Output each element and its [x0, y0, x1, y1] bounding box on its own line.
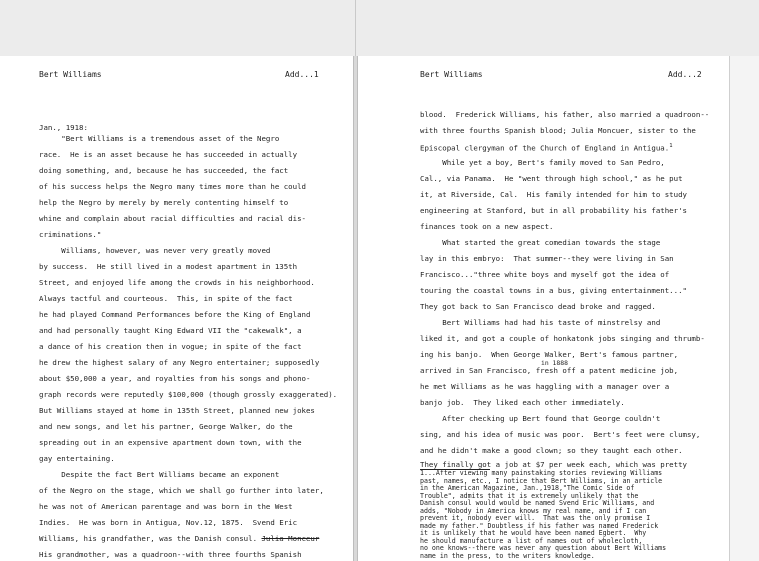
- text-line-segment: Episcopal clergyman of the Church of England in Antigua.: [420, 143, 670, 153]
- text-line: and had personally taught King Edward VII the "cakewalk", a: [39, 326, 302, 335]
- text-line: about $50,000 a year, and royalties from his songs and phono-: [39, 374, 311, 383]
- text-line: They finally got a job at $7 per week each, which was pretty: [420, 460, 687, 469]
- text-line: What started the great comedian towards the stage: [420, 238, 661, 247]
- text-line: Street, and enjoyed life among the crowds in his neighborhood.: [39, 278, 315, 287]
- text-line: he met Williams as he was haggling with a manager over a: [420, 382, 670, 391]
- text-line: a dance of his creation then in vogue; in spite of the fact: [39, 342, 302, 351]
- footnote-line: it is unlikely that he would have been named Egbert. Why: [420, 529, 647, 537]
- text-line: ing his banjo. When George Walker, Bert's famous partner,: [420, 350, 679, 359]
- text-line: gay entertaining.: [39, 454, 115, 463]
- right-page-edge: [729, 56, 759, 561]
- text-line: he was not of American parentage and was born in the West: [39, 502, 293, 511]
- footnote-marker: 1: [669, 143, 673, 149]
- text-line: Bert Williams had had his taste of minstrelsy and: [420, 318, 661, 327]
- footnote-line: Trouble", admits that it is extremely unlikely that the: [420, 491, 639, 500]
- text-line: While yet a boy, Bert's family moved to San Pedro,: [420, 158, 665, 167]
- footnote-line: in the American Magazine, Jan.,1918,"The Comic Side of: [420, 484, 635, 492]
- text-line: help the Negro by merely by merely contenting himself to: [39, 198, 289, 207]
- text-line: blood. Frederick Williams, his father, also married a quadroon--: [420, 110, 710, 119]
- footnote-line: made my father." Doubtless if his father was named Frederick: [420, 521, 659, 530]
- text-line: he had played Command Performances before the King of England: [39, 310, 311, 319]
- right-page-header-title: Bert Williams: [420, 70, 483, 79]
- struck-out-text: Julia Monceur: [261, 534, 320, 543]
- text-line: Cal., via Panama. He "went through high school," as he put: [420, 174, 683, 183]
- footnote-line: he should manufacture a list of names out of wholecloth,: [420, 536, 643, 545]
- text-line: Indies. He was born in Antigua, Nov.12, 1875. Svend Eric: [39, 518, 298, 527]
- text-line: touring the coastal towns in a bus, giving entertainment...": [420, 286, 687, 295]
- text-line: he drew the highest salary of any Negro entertainer; supposedly: [39, 358, 320, 367]
- text-line: Francisco..."three white boys and myself got the idea of: [420, 270, 670, 279]
- handwritten-insertion: in 1888: [541, 359, 568, 367]
- text-line: arrived in San Francisco, fresh off a patent medicine job,: [420, 366, 679, 375]
- text-line: lay in this embryo: That summer--they were living in San: [420, 254, 674, 263]
- text-line: banjo job. They liked each other immediately.: [420, 398, 625, 407]
- text-line: Always tactful and courteous. This, in spite of the fact: [39, 294, 293, 303]
- footnote-line: prevent it, nobody ever will. That was the only promise I: [420, 514, 651, 522]
- text-line: His grandmother, was a quadroon--with three fourths Spanish: [39, 550, 302, 559]
- footnote-line: adds, "Nobody in America knows my real name, and if I can: [420, 506, 647, 515]
- text-line: liked it, and got a couple of honkatonk jobs singing and thrumb-: [420, 334, 705, 343]
- left-page: [0, 56, 354, 561]
- text-line: and new songs, and let his partner, George Walker, do the: [39, 422, 293, 431]
- text-line: of the Negro on the stage, which we shall go further into later,: [39, 486, 324, 495]
- text-line: of his success helps the Negro many times more than he could: [39, 182, 306, 191]
- text-line: [420, 142, 673, 152]
- text-line: sing, and his idea of music was poor. Bert's feet were clumsy,: [420, 430, 701, 439]
- text-line: by success. He still lived in a modest apartment in 135th: [39, 262, 298, 271]
- text-line: Williams, however, was never very greatly moved: [39, 246, 271, 255]
- text-line: engineering at Stanford, but in all probability his father's: [420, 206, 687, 215]
- text-line: it, at Riverside, Cal. His family intended for him to study: [420, 190, 687, 199]
- text-line: race. He is an asset because he has succeeded in actually: [39, 150, 298, 159]
- text-line: whine and complain about racial difficulties and racial dis-: [39, 214, 306, 223]
- text-line: But Williams stayed at home in 135th Street, planned new jokes: [39, 406, 315, 415]
- text-line: spreading out in an expensive apartment down town, with the: [39, 438, 302, 447]
- text-line: criminations.": [39, 230, 102, 239]
- text-line: finances took on a new aspect.: [420, 222, 554, 231]
- text-line: with three fourths Spanish blood; Julia Moncuer, sister to the: [420, 126, 696, 135]
- right-page: [357, 56, 729, 561]
- text-line-segment: Williams, his grandfather, was the Danish consul.: [39, 534, 258, 543]
- text-line: Despite the fact Bert Williams became an exponent: [39, 470, 280, 479]
- text-line: "Bert Williams is a tremendous asset of the Negro: [39, 134, 280, 143]
- text-line: Jan., 1918:: [39, 123, 88, 132]
- left-page-number: Add...1: [285, 70, 319, 79]
- text-line: doing something, and, because he has succeeded, the fact: [39, 166, 289, 175]
- top-background-strip: [0, 0, 759, 56]
- footnote-line: name in the press, to the writers knowledge.: [420, 551, 595, 560]
- right-page-number: Add...2: [668, 70, 702, 79]
- footnote-line: Danish consul would would be named Svend Eric Williams, and: [420, 499, 655, 507]
- page-seam: [355, 0, 356, 56]
- footnote-line: no one knows--there was never any question about Bert Williams: [420, 544, 667, 552]
- text-line: They got back to San Francisco dead broke and ragged.: [420, 302, 656, 311]
- text-line: After checking up Bert found that George couldn't: [420, 414, 661, 423]
- left-page-header-title: Bert Williams: [39, 70, 102, 79]
- text-line: and he didn't make a good clown; so they taught each other.: [420, 446, 683, 455]
- text-line: [39, 534, 319, 543]
- footnote-line: 1...After viewing many painstaking stories reviewing Williams: [420, 469, 663, 477]
- footnote-line: past, names, etc., I notice that Bert Williams, in an article: [420, 476, 663, 485]
- text-line: graph records were reputedly $100,000 (though grossly exaggerated).: [39, 390, 338, 399]
